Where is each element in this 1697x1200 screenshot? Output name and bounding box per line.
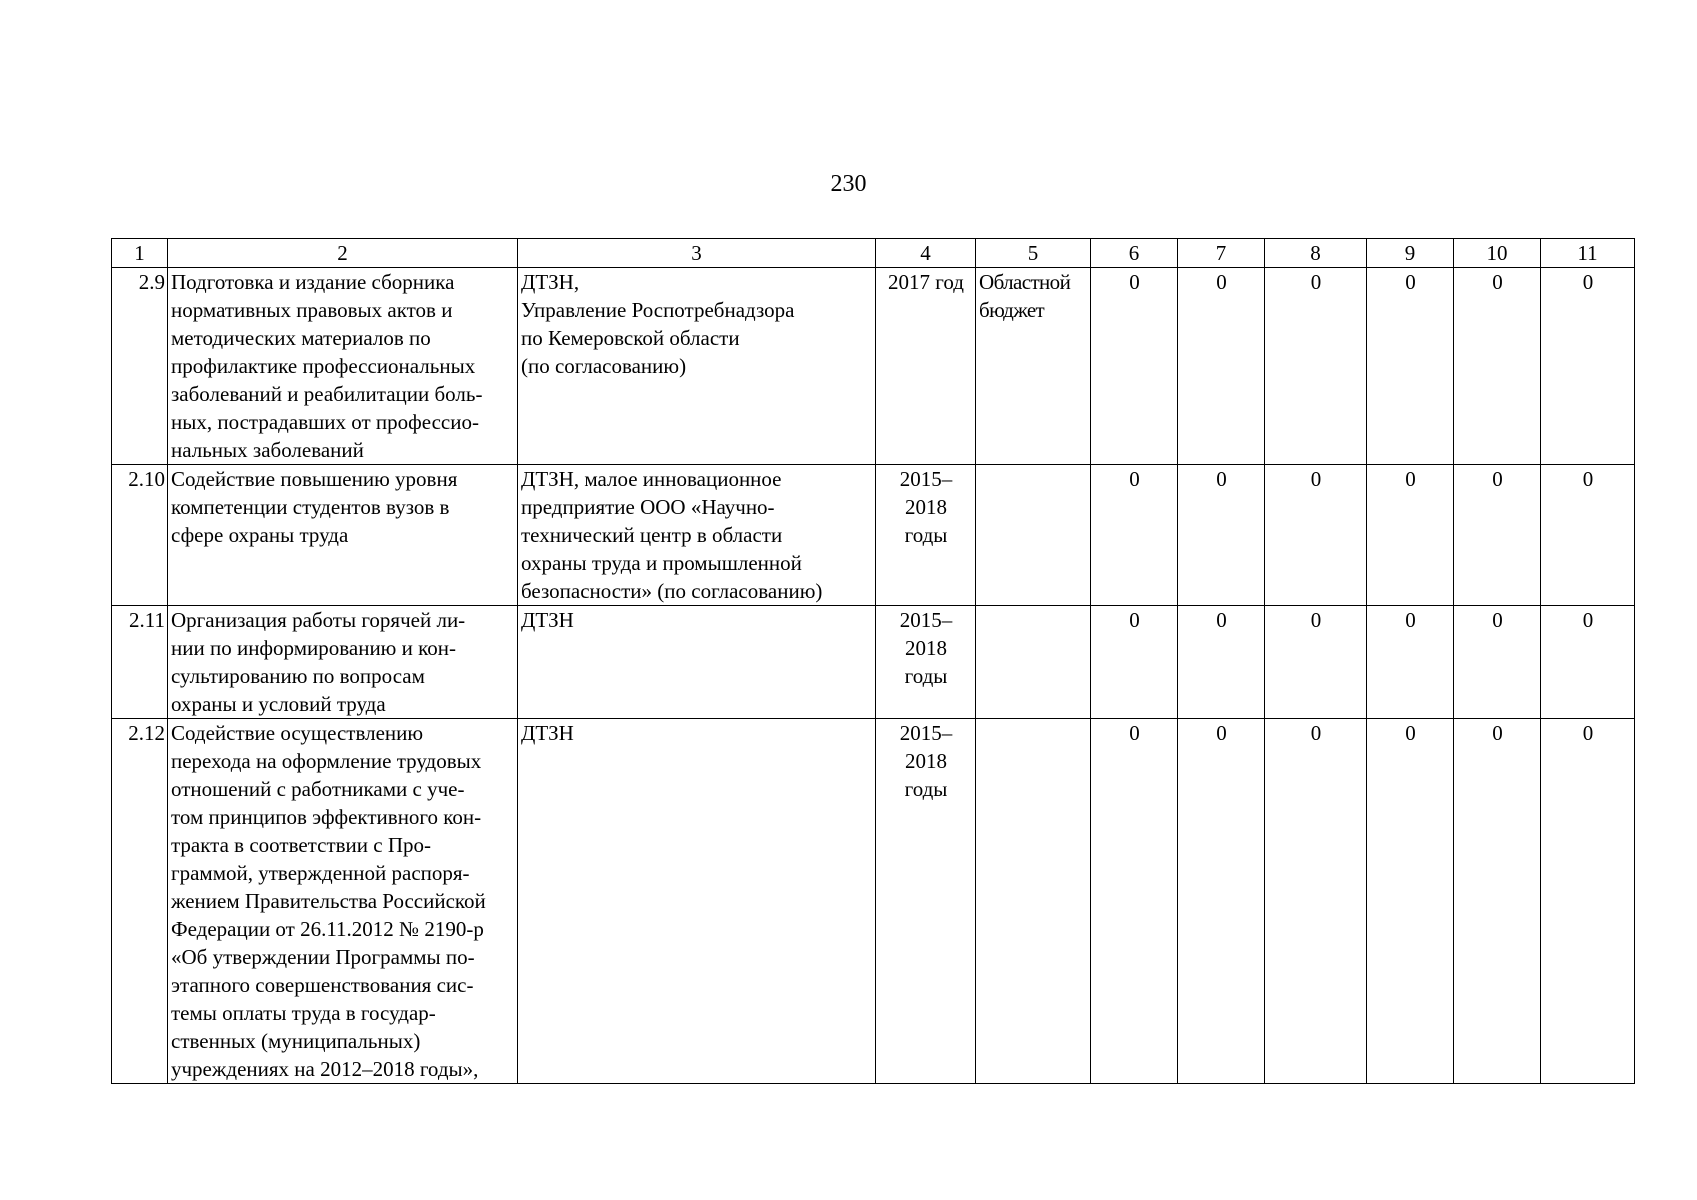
text-line: безопасности» (по согласованию) xyxy=(521,579,823,603)
text-line: охраны и условий труда xyxy=(171,692,386,716)
text-line: ственных (муниципальных) xyxy=(171,1029,421,1053)
value-cell: 0 xyxy=(1541,465,1635,606)
text-line: этапного совершенствования сис- xyxy=(171,973,474,997)
value-cell: 0 xyxy=(1265,719,1367,1084)
value-cell: 0 xyxy=(1265,606,1367,719)
text-line: том принципов эффективного кон- xyxy=(171,805,482,829)
text-line: жением Правительства Российской xyxy=(171,889,486,913)
activity-description xyxy=(168,268,518,465)
table-row xyxy=(112,268,1635,465)
value-cell: 0 xyxy=(1541,268,1635,465)
column-header: 1 xyxy=(112,239,168,268)
text-line: Содействие повышению уровня xyxy=(171,467,458,491)
text-line: по Кемеровской области xyxy=(521,326,740,350)
text-line: тракта в соответствии с Про- xyxy=(171,833,431,857)
value-cell: 0 xyxy=(1454,606,1541,719)
text-line: Подготовка и издание сборника xyxy=(171,270,455,294)
executor xyxy=(518,268,876,465)
value-cell: 0 xyxy=(1091,606,1178,719)
value-cell: 0 xyxy=(1091,719,1178,1084)
header-row xyxy=(112,239,1635,268)
text-line: 2015– xyxy=(899,721,953,745)
row-number: 2.12 xyxy=(112,719,168,1084)
value-cell: 0 xyxy=(1091,465,1178,606)
value-cell: 0 xyxy=(1367,268,1454,465)
text-line: перехода на оформление трудовых xyxy=(171,749,482,773)
value-cell: 0 xyxy=(1178,268,1265,465)
value-cell: 0 xyxy=(1178,606,1265,719)
text-line: нальных заболеваний xyxy=(171,438,364,462)
text-line: Областной xyxy=(979,270,1071,294)
row-number: 2.11 xyxy=(112,606,168,719)
value-cell: 0 xyxy=(1178,719,1265,1084)
column-header: 9 xyxy=(1367,239,1454,268)
text-line: граммой, утвержденной распоря- xyxy=(171,861,470,885)
text-line: технический центр в области xyxy=(521,523,783,547)
text-line: заболеваний и реабилитации боль- xyxy=(171,382,483,406)
value-cell: 0 xyxy=(1454,465,1541,606)
text-line: Управление Роспотребнадзора xyxy=(521,298,795,322)
text-line: ДТЗН, малое инновационное xyxy=(521,467,782,491)
column-header: 3 xyxy=(518,239,876,268)
executor xyxy=(518,719,876,1084)
text-line: ДТЗН xyxy=(521,608,574,632)
text-line: охраны труда и промышленной xyxy=(521,551,802,575)
text-line: ных, пострадавших от профессио- xyxy=(171,410,479,434)
row-number: 2.10 xyxy=(112,465,168,606)
value-cell: 0 xyxy=(1367,465,1454,606)
value-cell: 0 xyxy=(1367,606,1454,719)
table-row xyxy=(112,606,1635,719)
executor xyxy=(518,465,876,606)
value-cell: 0 xyxy=(1265,268,1367,465)
period xyxy=(876,719,976,1084)
text-line: (по согласованию) xyxy=(521,354,687,378)
text-line: годы xyxy=(904,777,948,801)
funding-source xyxy=(976,465,1091,606)
column-header: 6 xyxy=(1091,239,1178,268)
text-line: годы xyxy=(904,523,948,547)
column-header: 5 xyxy=(976,239,1091,268)
text-line: нии по информированию и кон- xyxy=(171,636,456,660)
value-cell: 0 xyxy=(1178,465,1265,606)
value-cell: 0 xyxy=(1367,719,1454,1084)
text-line: 2018 xyxy=(905,636,947,660)
period xyxy=(876,606,976,719)
column-header: 10 xyxy=(1454,239,1541,268)
text-line: предприятие ООО «Научно- xyxy=(521,495,775,519)
table-row xyxy=(112,465,1635,606)
activity-description xyxy=(168,465,518,606)
funding-source xyxy=(976,606,1091,719)
text-line: отношений с работниками с уче- xyxy=(171,777,465,801)
text-line: 2018 xyxy=(905,495,947,519)
funding-source xyxy=(976,268,1091,465)
value-cell: 0 xyxy=(1454,268,1541,465)
text-line: 2015– xyxy=(899,467,953,491)
column-header: 2 xyxy=(168,239,518,268)
text-line: Организация работы горячей ли- xyxy=(171,608,466,632)
text-line: учреждениях на 2012–2018 годы», xyxy=(171,1057,479,1081)
column-header: 8 xyxy=(1265,239,1367,268)
text-line: 2018 xyxy=(905,749,947,773)
text-line: бюджет xyxy=(979,298,1045,322)
column-header: 7 xyxy=(1178,239,1265,268)
value-cell: 0 xyxy=(1541,606,1635,719)
text-line: ДТЗН, xyxy=(521,270,580,294)
funding-source xyxy=(976,719,1091,1084)
text-line: сфере охраны труда xyxy=(171,523,349,547)
text-line: сультированию по вопросам xyxy=(171,664,425,688)
text-line: нормативных правовых актов и xyxy=(171,298,453,322)
text-line: методических материалов по xyxy=(171,326,431,350)
period xyxy=(876,268,976,465)
row-number: 2.9 xyxy=(112,268,168,465)
text-line: Федерации от 26.11.2012 № 2190-р xyxy=(171,917,484,941)
text-line: «Об утверждении Программы по- xyxy=(171,945,475,969)
text-line: темы оплаты труда в государ- xyxy=(171,1001,436,1025)
text-line: профилактике профессиональных xyxy=(171,354,476,378)
table-row xyxy=(112,719,1635,1084)
text-line: ДТЗН xyxy=(521,721,574,745)
text-line: компетенции студентов вузов в xyxy=(171,495,450,519)
value-cell: 0 xyxy=(1091,268,1178,465)
executor xyxy=(518,606,876,719)
column-header: 4 xyxy=(876,239,976,268)
text-line: Содействие осуществлению xyxy=(171,721,424,745)
text-line: годы xyxy=(904,664,948,688)
activity-description xyxy=(168,606,518,719)
program-activities-table xyxy=(111,238,1635,1084)
activity-description xyxy=(168,719,518,1084)
value-cell: 0 xyxy=(1541,719,1635,1084)
period xyxy=(876,465,976,606)
text-line: 2017 год xyxy=(888,270,964,294)
page-number: 230 xyxy=(830,171,867,197)
value-cell: 0 xyxy=(1265,465,1367,606)
text-line: 2015– xyxy=(899,608,953,632)
column-header: 11 xyxy=(1541,239,1635,268)
value-cell: 0 xyxy=(1454,719,1541,1084)
